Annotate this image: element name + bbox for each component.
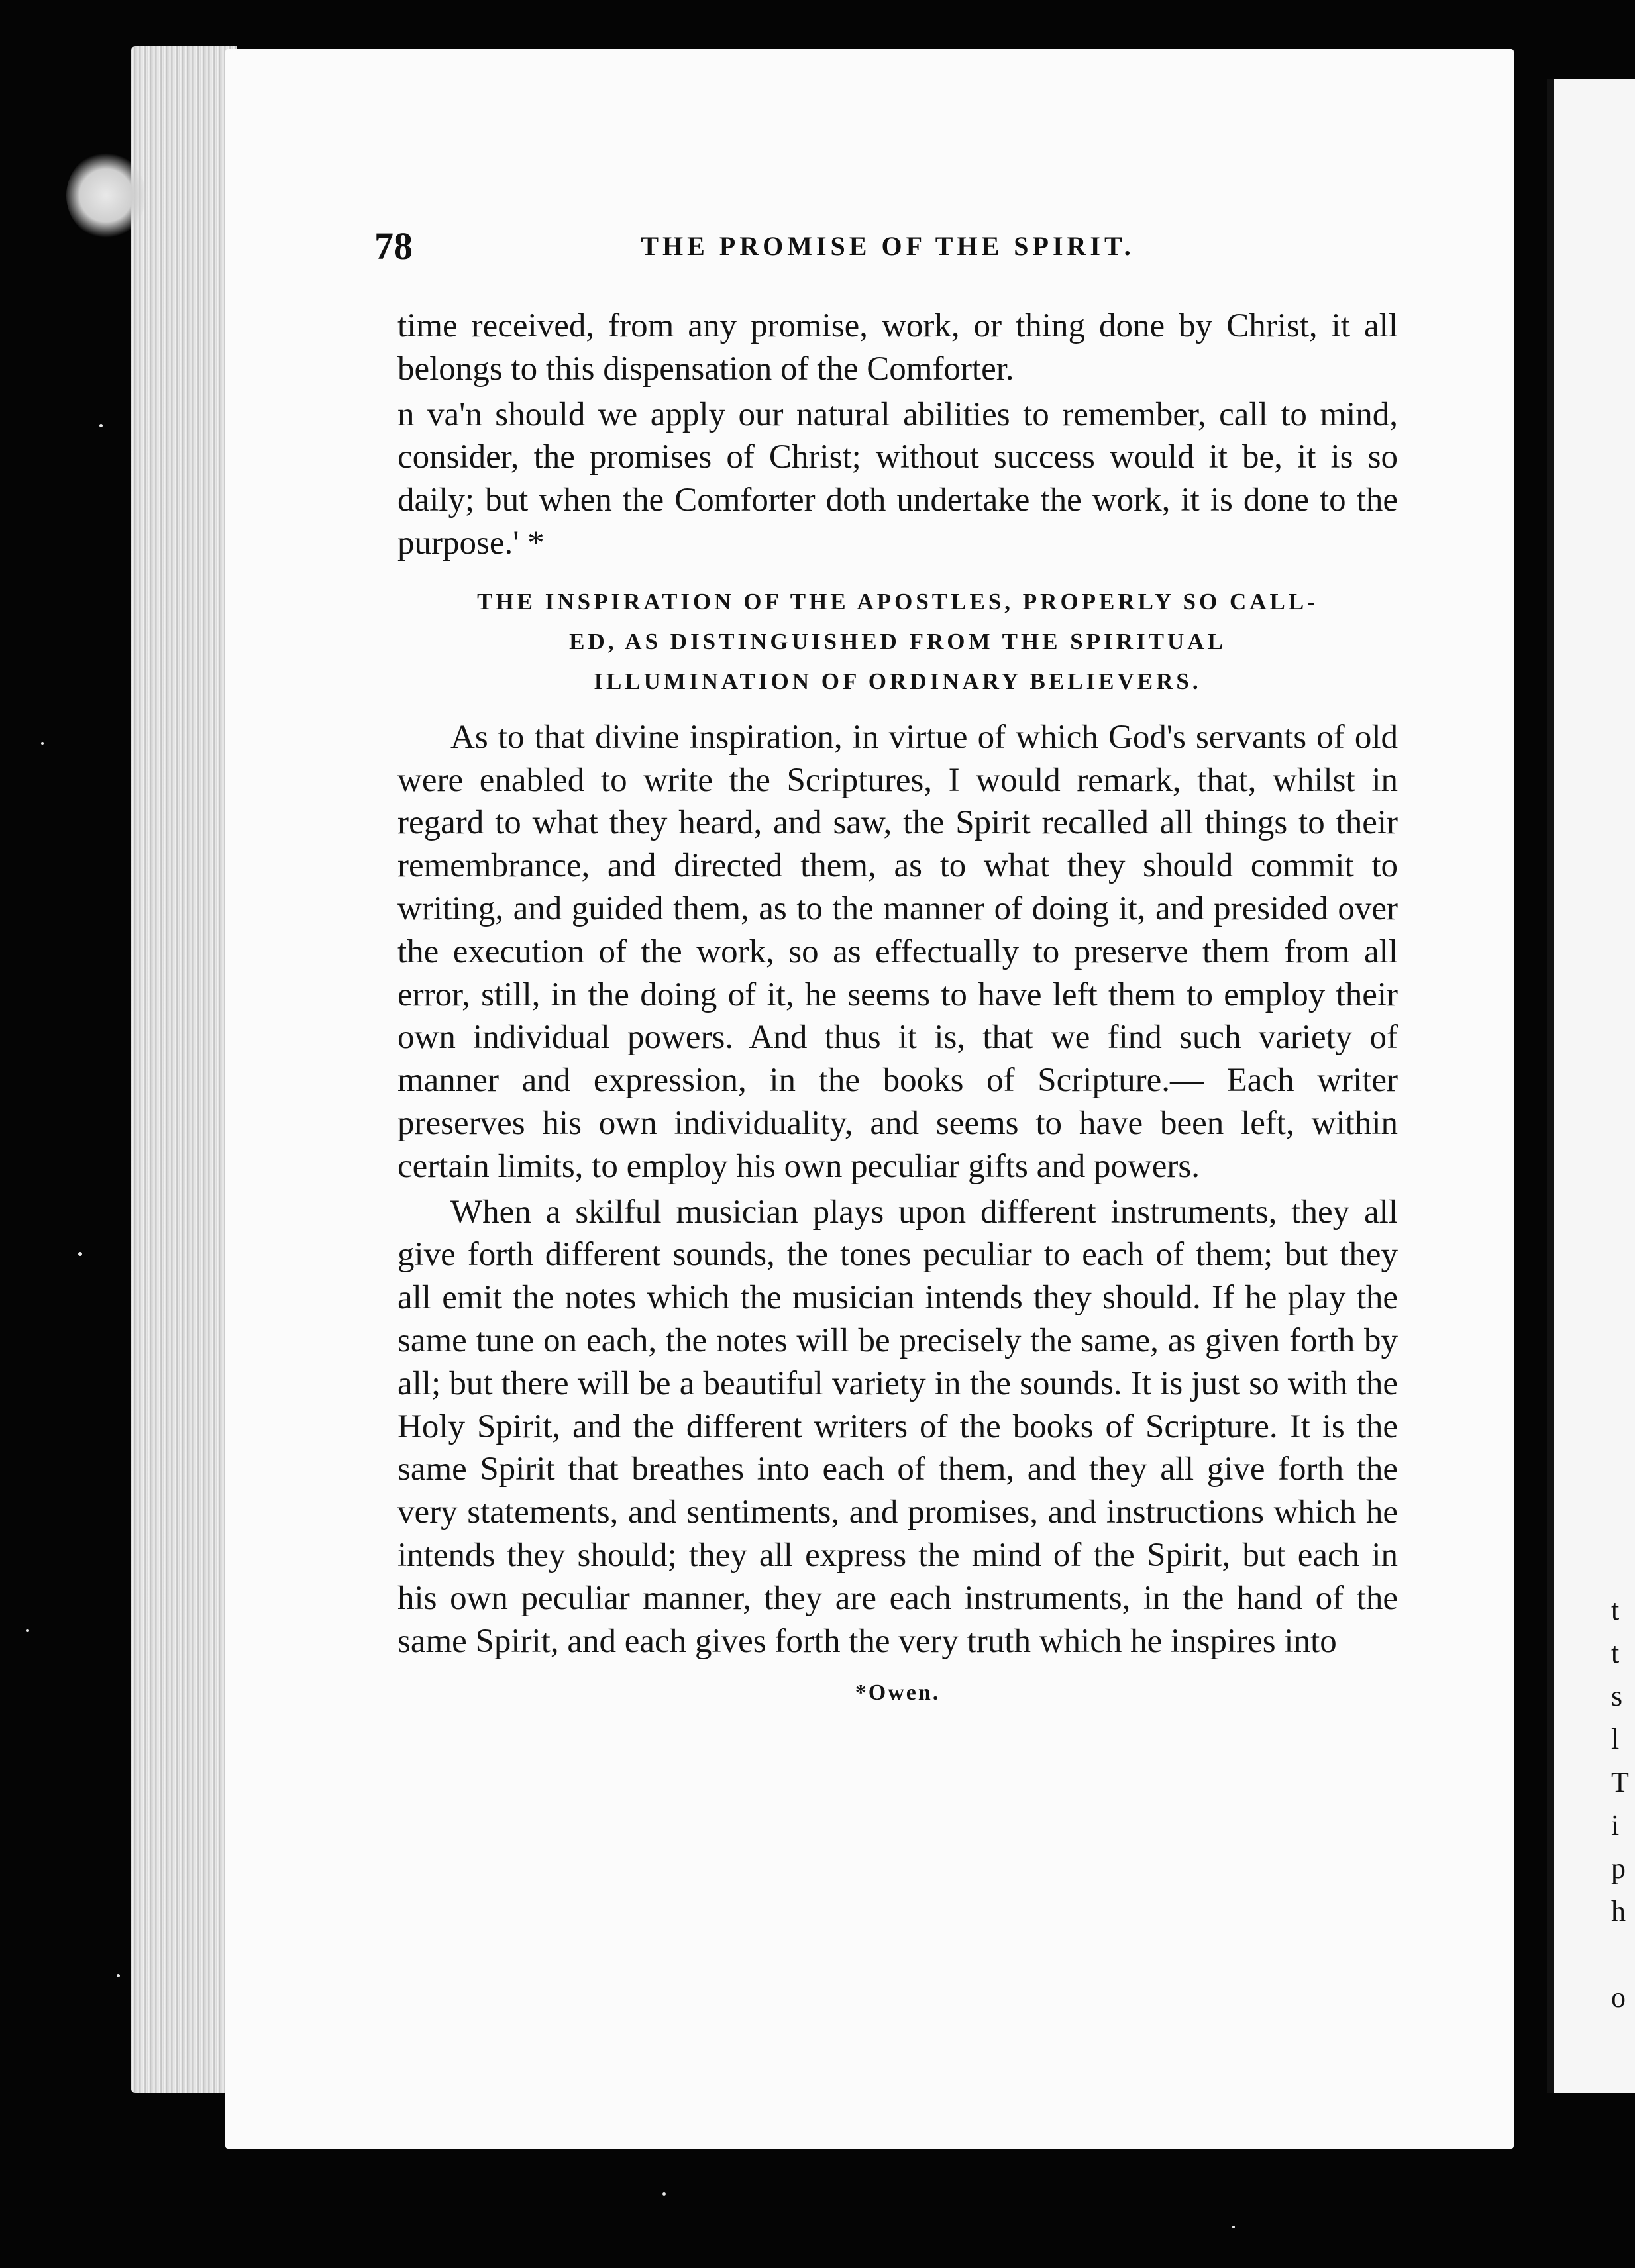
- scan-speck: [1232, 2226, 1235, 2228]
- paragraph: When a skilful musician plays upon different instruments, they all give forth different sounds, the tones peculiar to each of them; but they all emit the notes which the musician intends they should. If he play the same tune on each, the notes will be precisely the same, as given forth by all; but there will be a beautiful variety in the sounds. It is just so with the Holy Spirit, and the different writers of the books of Scripture. It is the same Spirit that breathes into each of them, and they all give forth the very statements, and sentiments, and promises, and instructions which he intends they should; they all express the mind of the Spirit, but each in his own peculiar manner, they are each instruments, in the hand of the same Spirit, and each gives forth the very truth which he inspires into: [397, 1193, 1398, 1660]
- adjacent-page-letter: o: [1611, 1981, 1626, 2014]
- scan-speck: [78, 1252, 82, 1256]
- scan-speck: [662, 2192, 666, 2196]
- paragraph: n va'n should we apply our natural abilities to remember, call to mind, consider, the promises of Christ; without success would it be, it is so daily; but when the Comforter doth undertake the work, it is done to the purpose.' *: [397, 395, 1398, 562]
- running-head: [374, 224, 1401, 270]
- scan-speck: [26, 1629, 29, 1632]
- paragraph: time received, from any promise, work, or thing done by Christ, it all belongs to this dispensation of the Comforter.: [397, 307, 1398, 387]
- page-number: 78: [374, 225, 413, 268]
- section-heading: [397, 582, 1398, 701]
- adjacent-page-letter: s: [1611, 1680, 1623, 1712]
- scan-speck: [99, 424, 103, 427]
- adjacent-page-letter: t: [1611, 1637, 1620, 1669]
- adjacent-page-letter: i: [1611, 1809, 1620, 1841]
- adjacent-page-letter: l: [1611, 1723, 1620, 1755]
- paragraph: As to that divine inspiration, in virtue of which God's servants of old were enabled to write the Scriptures, I would remark, that, whilst in regard to what they heard, and saw, the Spirit recalled all things to their remembrance, and directed them, as to what they should commit to writing, and guided them, as to the manner of doing it, and presided over the execution of the work, so as effectually to preserve them from all error, still, in the doing of it, he seems to have left them to employ their own individual powers. And thus it is, that we find such variety of manner and expression, in the books of Scripture.— Each writer preserves his own individuality, and seems to have been left, within certain limits, to employ his own peculiar gifts and powers.: [397, 718, 1398, 1185]
- running-title: THE PROMISE OF THE SPIRIT.: [641, 231, 1135, 261]
- heading-line: ILLUMINATION OF ORDINARY BELIEVERS.: [594, 668, 1202, 694]
- body-text: [397, 305, 1398, 1715]
- paper-stain: [66, 152, 146, 238]
- adjacent-page-letter: t: [1611, 1594, 1620, 1626]
- adjacent-page-letter: p: [1611, 1852, 1626, 1884]
- footnote: *Owen.: [855, 1680, 941, 1706]
- heading-line: THE INSPIRATION OF THE APOSTLES, PROPERLY SO CALL-: [477, 588, 1318, 615]
- scan-speck: [41, 742, 44, 745]
- heading-line: ED, AS DISTINGUISHED FROM THE SPIRITUAL: [569, 628, 1226, 654]
- book-page-edges: [131, 46, 237, 2093]
- adjacent-page-letter: h: [1611, 1895, 1626, 1928]
- scan-speck: [117, 1974, 120, 1977]
- adjacent-page-letter: T: [1611, 1766, 1629, 1798]
